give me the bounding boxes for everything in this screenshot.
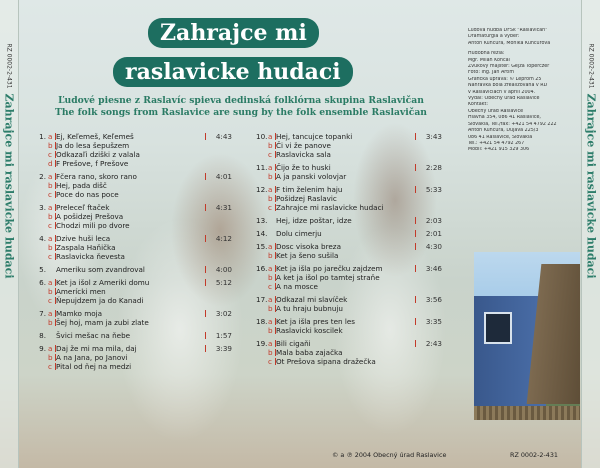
track-title: Odkazal mi slavíček [276, 295, 348, 304]
track-line [36, 212, 232, 221]
track-title: Pošidzej Raslavic [276, 194, 337, 203]
credit-line: Kontakt: [468, 102, 488, 108]
track-part-letter: a [48, 278, 53, 287]
credit-line: Nahrávka bola zrealizovaná v RD [468, 83, 548, 89]
track-part-letter: c [268, 282, 272, 291]
track-line [36, 234, 232, 243]
track-part-letter: b [268, 273, 273, 282]
track-duration: 3:43 [425, 132, 442, 141]
duration-separator [205, 310, 206, 317]
track-duration: 4:30 [425, 242, 442, 251]
credit-line: v Raslaviciach v apríli 2004. [468, 89, 536, 95]
track-title: Mamko moja [56, 309, 102, 318]
track-item [36, 132, 232, 168]
track-part-letter: b [48, 181, 53, 190]
track-title: Ket ja išla po jarečku zajdzem [276, 264, 383, 273]
track-number: 16. [256, 264, 268, 273]
track-part-letter: c [268, 150, 272, 159]
tracklist-right [256, 132, 442, 370]
track-title: Mala baba zajačka [276, 348, 343, 357]
track-line [36, 362, 232, 371]
track-title: Ket ja išla pres ten les [276, 317, 356, 326]
credit-line: Ľudová hudba DFSk "Raslavičan" [468, 28, 548, 33]
wooden-fence [474, 406, 580, 420]
track-part-letter: a [268, 264, 273, 273]
duration-separator [205, 133, 206, 140]
credit-line: Zvukový majster: Gejza Toperczer [468, 64, 550, 70]
track-line [256, 194, 442, 203]
track-duration: 5:12 [215, 278, 232, 287]
track-number: 1. [39, 132, 46, 141]
duration-separator [415, 230, 416, 237]
track-item [256, 185, 442, 212]
track-item [256, 229, 442, 238]
duration-separator [205, 235, 206, 242]
track-item [256, 295, 442, 313]
track-title: Zahrajce mi raslavicke hudaci [276, 203, 384, 212]
credit-line: Hudobná réžia: [468, 51, 505, 57]
track-title: Amerícki men [56, 287, 106, 296]
credit-line: Hlavná 354, 086 41 Raslavice, [468, 115, 541, 121]
credit-line: Slovakia, Tel./fax: +421 54 4792 222 [468, 121, 557, 127]
track-part-letter: b [268, 304, 273, 313]
track-line [256, 295, 442, 304]
track-line [36, 243, 232, 252]
credit-line: Foto: Ing. Ján Artim [468, 70, 515, 76]
catalog-number: RZ 0002-2-431 [510, 451, 558, 459]
track-title: Chodzi mili po dvore [56, 221, 130, 230]
track-part-letter: a [48, 132, 53, 141]
track-title: F tim želenim haju [276, 185, 343, 194]
track-part-letter: c [48, 150, 52, 159]
duration-separator [415, 340, 416, 347]
track-part-letter: a [48, 234, 53, 243]
track-title: A na Jana, po Janovi [56, 353, 128, 362]
duration-separator [205, 204, 206, 211]
track-title: Raslavicki koscilek [276, 326, 343, 335]
track-title: Zaspala Haňička [56, 243, 116, 252]
track-line [256, 163, 442, 172]
track-title: Raslavicka sala [276, 150, 331, 159]
track-title: Poce do nas poce [56, 190, 119, 199]
track-title: Odkazaľi dziški z valala [56, 150, 140, 159]
track-line [36, 141, 232, 150]
track-line [256, 172, 442, 181]
track-number: 7. [39, 309, 46, 318]
credit-line: 086 41 Raslavice, Slovakia [468, 134, 533, 140]
track-title: A pošidzej Prešova [56, 212, 124, 221]
duration-separator [415, 296, 416, 303]
track-item [256, 264, 442, 291]
track-part-letter: b [268, 251, 273, 260]
track-title: Ja do lesa šepušzem [56, 141, 130, 150]
track-line [256, 264, 442, 273]
track-title: A ja panski volovjar [276, 172, 347, 181]
track-line [36, 344, 232, 353]
left-spine [0, 0, 19, 468]
track-title: Ket ja išol z Ameriki domu [56, 278, 150, 287]
credit-line: Mobil: +421 915 329 306 [468, 147, 530, 153]
track-item [36, 265, 232, 274]
track-line [36, 181, 232, 190]
track-duration: 2:43 [425, 339, 442, 348]
duration-separator [205, 332, 206, 339]
track-part-letter: c [268, 357, 272, 366]
track-part-letter: c [48, 296, 52, 305]
track-item [256, 132, 442, 159]
track-item [36, 203, 232, 230]
duration-separator [205, 173, 206, 180]
track-part-letter: c [48, 252, 52, 261]
track-line [36, 150, 232, 159]
track-number: 5. [39, 265, 46, 274]
track-title: Ot Prešova sipana dražečka [276, 357, 376, 366]
track-number: 18. [256, 317, 268, 326]
track-number: 11. [256, 163, 268, 172]
credit-line: Anton Kuncura, Monika Kuncurová [468, 40, 551, 46]
duration-separator [415, 133, 416, 140]
spine-title-right: Zahrajce mi raslavicke hudaci [584, 93, 598, 279]
track-number: 14. [256, 229, 268, 238]
credit-line: Obecný úrad Raslavice [468, 108, 524, 114]
track-line [36, 203, 232, 212]
track-line [256, 304, 442, 313]
tracklist-left [36, 132, 232, 375]
track-number: 2. [39, 172, 46, 181]
track-number: 13. [256, 216, 268, 225]
track-number: 15. [256, 242, 268, 251]
duration-separator [205, 266, 206, 273]
duration-separator [415, 186, 416, 193]
track-part-letter: c [268, 203, 272, 212]
credit-line: Vydal: Obecný úrad Raslavice [468, 96, 540, 102]
track-duration: 5:33 [425, 185, 442, 194]
track-title: Bili cigaňi [276, 339, 311, 348]
track-part-letter: a [48, 309, 53, 318]
credits-block [468, 28, 584, 154]
track-part-letter: a [48, 344, 53, 353]
duration-separator [415, 318, 416, 325]
track-item [36, 331, 232, 340]
track-number: 8. [39, 331, 46, 340]
track-part-letter: a [268, 132, 273, 141]
track-title: Daj že mi ma mila, daj [56, 344, 137, 353]
track-number: 10. [256, 132, 268, 141]
track-part-letter: b [48, 287, 53, 296]
track-title: A ket ja išol po tamtej straňe [276, 273, 380, 282]
track-line [36, 221, 232, 230]
track-line [256, 326, 442, 335]
track-part-letter: b [268, 348, 273, 357]
house-window [484, 312, 512, 344]
track-number: 9. [39, 344, 46, 353]
track-part-letter: b [48, 212, 53, 221]
track-part-letter: a [268, 295, 273, 304]
spine-code-right: RZ 0002-2-431 [587, 43, 595, 89]
track-duration: 3:35 [425, 317, 442, 326]
track-part-letter: b [48, 353, 53, 362]
credit-line: Dramaturgia a výber: [468, 34, 520, 40]
track-duration: 3:02 [215, 309, 232, 318]
thatched-roof [527, 264, 580, 404]
track-line [256, 141, 442, 150]
track-line [256, 273, 442, 282]
spine-code-left: RZ 0002-2-431 [5, 43, 13, 89]
track-title: Ameriku som zvandroval [56, 265, 145, 274]
track-title: Švici mešac na ňebe [56, 331, 131, 340]
track-duration: 2:01 [425, 229, 442, 238]
duration-separator [205, 279, 206, 286]
track-part-letter: a [48, 203, 53, 212]
track-line [36, 159, 232, 168]
duration-separator [415, 217, 416, 224]
track-title: Hej, idze poštar, idze [276, 216, 352, 225]
album-subtitle [24, 95, 458, 119]
credit-line: Grafická úprava: © Leprom 25 [468, 76, 542, 82]
credit-line: Tel.: +421 54 4792 267 [468, 140, 525, 146]
album-title-line2: raslavicke hudaci [113, 57, 353, 87]
track-duration: 1:57 [215, 331, 232, 340]
track-line [256, 251, 442, 260]
track-part-letter: b [268, 194, 273, 203]
track-number: 4. [39, 234, 46, 243]
album-title-line1: Zahrajce mi [148, 18, 319, 48]
track-title: Čijo že to huski [276, 163, 331, 172]
track-line [36, 132, 232, 141]
track-item [256, 339, 442, 366]
track-line [256, 216, 442, 225]
track-duration: 2:03 [425, 216, 442, 225]
credit-line: Mgr. Milan Končaľ [468, 57, 511, 63]
track-item [36, 278, 232, 305]
copyright-text: © a ℗ 2004 Obecný úrad Raslavice [332, 451, 447, 459]
track-part-letter: d [48, 159, 53, 168]
track-title: Raslavicka ňevesta [56, 252, 125, 261]
track-line [256, 357, 442, 366]
track-part-letter: b [48, 318, 53, 327]
track-duration: 4:00 [215, 265, 232, 274]
track-line [256, 185, 442, 194]
track-line [256, 132, 442, 141]
track-line [36, 353, 232, 362]
track-title: Preleceľ ftaček [56, 203, 110, 212]
track-part-letter: a [48, 172, 53, 181]
track-duration: 3:56 [425, 295, 442, 304]
track-line [36, 331, 232, 340]
track-part-letter: b [48, 141, 53, 150]
track-line [36, 287, 232, 296]
track-number: 3. [39, 203, 46, 212]
track-line [256, 242, 442, 251]
track-duration: 3:39 [215, 344, 232, 353]
track-title: Hej, pada dišč [56, 181, 107, 190]
track-part-letter: a [268, 317, 273, 326]
track-title: Šej hoj, mam ja zubi zlate [56, 318, 149, 327]
track-duration: 4:12 [215, 234, 232, 243]
track-item [256, 317, 442, 335]
track-duration: 3:46 [425, 264, 442, 273]
duration-separator [205, 345, 206, 352]
track-title: Hej, tancujce topanki [276, 132, 353, 141]
track-part-letter: b [268, 141, 273, 150]
track-number: 17. [256, 295, 268, 304]
track-duration: 4:31 [215, 203, 232, 212]
track-title: Dosc visoka breza [276, 242, 341, 251]
track-line [36, 265, 232, 274]
track-line [256, 339, 442, 348]
track-title: Fčera rano, skoro rano [56, 172, 137, 181]
track-item [256, 216, 442, 225]
track-line [256, 317, 442, 326]
track-part-letter: b [268, 326, 273, 335]
track-title: F Prešove, f Prešove [56, 159, 129, 168]
track-title: A tu hraju bubnuju [276, 304, 343, 313]
track-title: Dolu cimerju [276, 229, 322, 238]
track-duration: 4:43 [215, 132, 232, 141]
subtitle-english: The folk songs from Raslavice are sung by the folk ensemble Raslavičan [55, 107, 427, 118]
duration-separator [415, 164, 416, 171]
track-line [256, 229, 442, 238]
track-part-letter: a [268, 242, 273, 251]
track-title: Ňepujdzem ja do Kanadi [56, 296, 144, 305]
subtitle-slovak: Ľudové piesne z Raslavíc spieva dedinská folklórna skupina Raslavičan [58, 95, 424, 106]
track-duration: 4:01 [215, 172, 232, 181]
track-line [36, 309, 232, 318]
track-title: Ej, Keľemeš, Keľemeš [56, 132, 134, 141]
track-part-letter: c [48, 221, 52, 230]
track-part-letter: c [48, 190, 52, 199]
track-part-letter: b [268, 172, 273, 181]
track-item [36, 234, 232, 261]
track-line [36, 296, 232, 305]
track-item [256, 163, 442, 181]
track-title: Ket ja šeno sušila [276, 251, 339, 260]
track-number: 6. [39, 278, 46, 287]
track-number: 12. [256, 185, 268, 194]
track-line [256, 203, 442, 212]
track-item [36, 344, 232, 371]
spine-title-left: Zahrajce mi raslavicke hudaci [2, 93, 16, 279]
credit-line: Anton Kuncura, Dujava 225/3 [468, 128, 539, 134]
track-part-letter: a [268, 185, 273, 194]
track-item [36, 172, 232, 199]
track-duration: 2:28 [425, 163, 442, 172]
village-house-photo [474, 252, 580, 420]
track-part-letter: a [268, 163, 273, 172]
track-title: Dzive huši leca [56, 234, 111, 243]
track-line [36, 252, 232, 261]
track-line [256, 348, 442, 357]
duration-separator [415, 265, 416, 272]
track-title: Pital od ňej na medzi [56, 362, 132, 371]
track-title: Či vi že panove [276, 141, 331, 150]
duration-separator [415, 243, 416, 250]
track-line [36, 172, 232, 181]
track-item [36, 309, 232, 327]
track-line [256, 282, 442, 291]
track-line [256, 150, 442, 159]
track-line [36, 278, 232, 287]
track-item [256, 242, 442, 260]
track-part-letter: a [268, 339, 273, 348]
track-part-letter: c [48, 362, 52, 371]
track-number: 19. [256, 339, 268, 348]
track-line [36, 190, 232, 199]
track-part-letter: b [48, 243, 53, 252]
track-title: A na mosce [276, 282, 318, 291]
track-line [36, 318, 232, 327]
